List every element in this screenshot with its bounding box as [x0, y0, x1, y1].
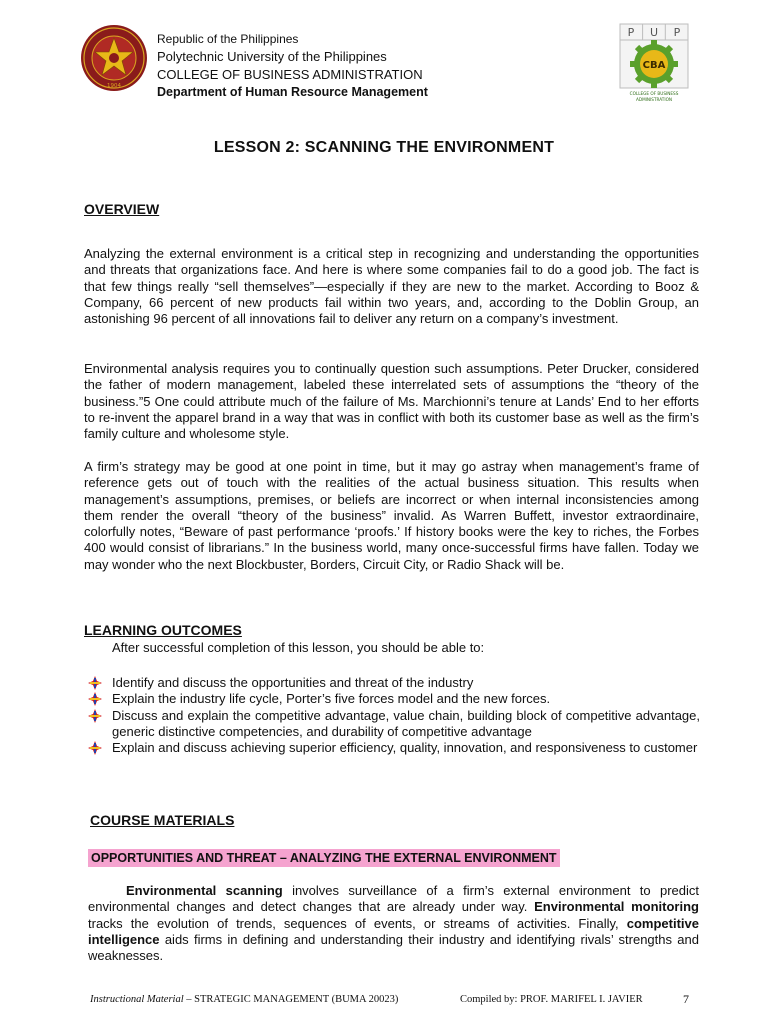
- svg-text:1904: 1904: [107, 83, 121, 89]
- list-item: [86, 708, 700, 741]
- footer-course-prefix: Instructional Material: [90, 994, 184, 1005]
- text-run: aids firms in defining and understanding their industry and identifying rivals’ strengths and weaknesses.: [88, 931, 699, 964]
- svg-text:P: P: [673, 26, 681, 39]
- footer-course: [90, 994, 398, 1005]
- footer-course-title: – STRATEGIC MANAGEMENT (BUMA 20023): [183, 994, 399, 1005]
- lesson-title: LESSON 2: SCANNING THE ENVIRONMENT: [213, 139, 555, 156]
- course-materials-heading: COURSE MATERIALS: [90, 812, 235, 828]
- svg-text:CBA: CBA: [642, 60, 666, 71]
- star-bullet-icon: [88, 709, 102, 723]
- list-item: [86, 675, 700, 691]
- term-environmental-monitoring: Environmental monitoring: [534, 899, 699, 915]
- outcome-text: Discuss and explain the competitive advantage, value chain, building block of competitive advantage, generic distinctive competencies, and durability of competitive advantage: [112, 707, 700, 739]
- footer-compiler: Compiled by: PROF. MARIFEL I. JAVIER: [460, 994, 643, 1005]
- text-run: tracks the evolution of trends, sequences of events, or streams of activities. Finally,: [88, 915, 627, 931]
- learning-outcomes-heading: LEARNING OUTCOMES: [84, 622, 242, 638]
- page-number: 7: [683, 992, 689, 1006]
- highlighted-subheading: OPPORTUNITIES AND THREAT – ANALYZING THE EXTERNAL ENVIRONMENT: [88, 849, 560, 867]
- header-college: COLLEGE OF BUSINESS ADMINISTRATION: [157, 67, 423, 82]
- svg-text:ADMINISTRATION: ADMINISTRATION: [635, 97, 673, 102]
- overview-heading: OVERVIEW: [84, 201, 160, 217]
- learning-outcomes-list: [86, 675, 700, 756]
- star-bullet-icon: [88, 692, 102, 706]
- outcome-text: Explain and discuss achieving superior efficiency, quality, innovation, and responsiveness to customer: [112, 740, 698, 756]
- outcome-text: Explain the industry life cycle, Porter’s five forces model and the new forces.: [112, 691, 551, 707]
- header-republic: Republic of the Philippines: [157, 32, 299, 46]
- text-run: involves surveillance of a firm’s external environment to predict environmental changes and detect changes that are already under way.: [88, 883, 699, 915]
- overview-paragraph-3: A firm’s strategy may be good at one point in time, but it may go astray when management’s frame of reference gets out of touch with the realities of the actual business situation. This results when management’s assumptions, premises, or beliefs are incorrect or when internal inconsistencies among them render the overall “theory of the business” invalid. As Warren Buffett, investor extraordinaire, colorfully notes, “Beware of past performance ‘proofs.’ If history books were the key to riches, the Forbes 400 would consist of librarians.” In the business world, many once-successful firms have fallen. Today we may wonder who the next Blockbuster, Borders, Circuit City, or Radio Shack will be.: [84, 459, 699, 572]
- cba-logo: [618, 22, 690, 104]
- course-materials-paragraph: [88, 883, 699, 964]
- section-subheading-wrap: [88, 849, 560, 867]
- svg-text:U: U: [649, 26, 659, 39]
- star-bullet-icon: [88, 741, 102, 755]
- outcome-text: Identify and discuss the opportunities and threat of the industry: [112, 675, 474, 690]
- list-item: [86, 691, 700, 707]
- header-university: Polytechnic University of the Philippines: [157, 49, 387, 64]
- learning-outcomes-intro: After successful completion of this lesson, you should be able to:: [112, 640, 485, 655]
- svg-text:P: P: [627, 26, 635, 39]
- pup-seal-logo: [80, 24, 148, 92]
- overview-paragraph-1: Analyzing the external environment is a critical step in recognizing and understanding the opportunities and threats that organizations face. And here is where some companies fail to do a good job. The fact is that few things really “sell themselves”—especially if they are new to the market. According to Booz & Company, 66 percent of new products fail within two years, and, according to the Doblin Group, an astonishing 96 percent of all innovations fail to deliver any return on a company’s investment.: [84, 246, 699, 327]
- term-competitive-intelligence: competitive intelligence: [88, 915, 699, 947]
- star-bullet-icon: [88, 676, 102, 690]
- list-item: [86, 740, 700, 756]
- header-department: Department of Human Resource Management: [157, 85, 428, 99]
- overview-paragraph-2: Environmental analysis requires you to continually question such assumptions. Peter Drucker, considered the father of modern management, labeled these interrelated sets of assumptions the “theory of the business.”5 One could attribute much of the failure of Ms. Marchionni’s tenure at Lands’ End to her efforts to re-invent the apparel brand in a way that was in conflict with both its customer base as well as the firm’s family culture and wholesome style.: [84, 361, 699, 442]
- svg-text:COLLEGE OF BUSINESS: COLLEGE OF BUSINESS: [629, 91, 679, 96]
- term-environmental-scanning: Environmental scanning: [126, 883, 283, 898]
